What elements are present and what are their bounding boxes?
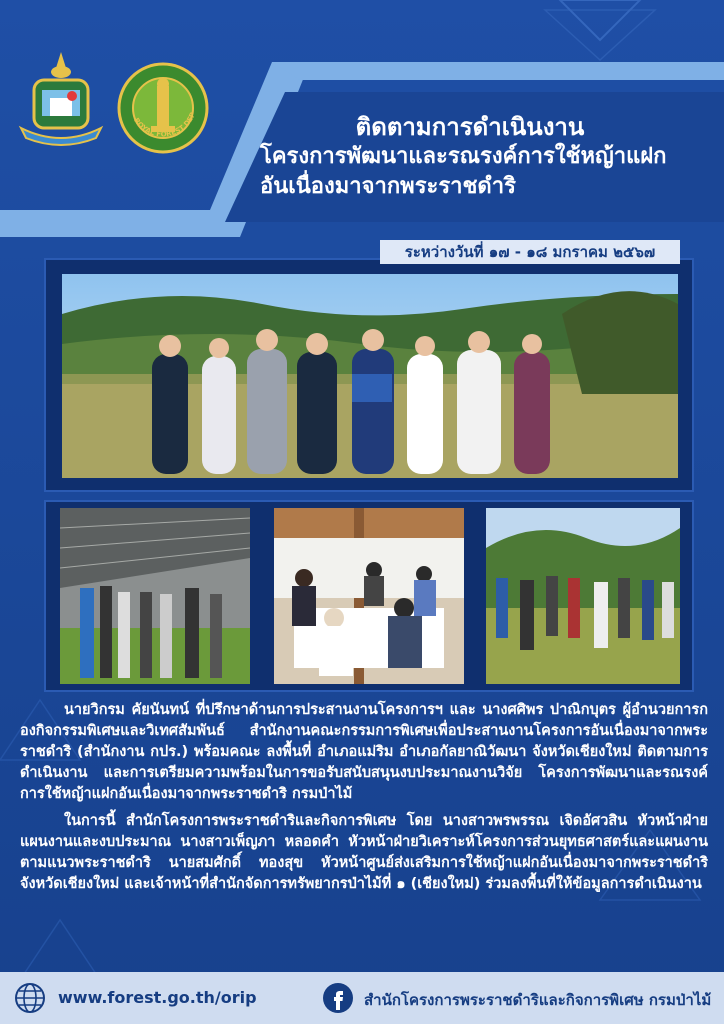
photo-field-group bbox=[486, 508, 680, 684]
paragraph-2: ในการนี้ สำนักโครงการพระราชดำริและกิจการพิเศษ โดย นางสาวพรพรรณ เจิดอัศวสิน หัวหน้าฝ่ายแผนงานและงบประมาณ นางสาวเพ็ญภา หลอดคำ หัวหน้าฝ่ายวิเคราะห์โครงการส่วนยุทธศาสตร์และแผนงานตามแนวพระราชดำริ นายสมศักดิ์ ทองสุข หัวหน้าศูนย์ส่งเสริมการใช้หญ้าแฝกอันเนื่องมาจากพระราชดำริ จังหวัดเชียงใหม่ และเจ้าหน้าที่สำนักจัดการทรัพยากรป่าไม้ที่ ๑ (เชียงใหม่) ร่วมลงพื้นที่ให้ข้อมูลการดำเนินงาน bbox=[20, 813, 708, 892]
rfd-logo-text: ROYAL FOREST DEP bbox=[132, 111, 197, 139]
footer-bar bbox=[0, 972, 724, 1024]
facebook-icon[interactable] bbox=[322, 982, 354, 1014]
website-link[interactable]: www.forest.go.th/orip bbox=[58, 988, 257, 1007]
date-label: ระหว่างวันที่ ๑๗ - ๑๘ มกราคม ๒๕๖๗ bbox=[380, 240, 680, 264]
title-line-1: ติดตามการดำเนินงาน bbox=[355, 113, 585, 141]
organization-name: สำนักโครงการพระราชดำริและกิจการพิเศษ กรมป่าไม้ bbox=[364, 991, 712, 1009]
globe-icon bbox=[14, 982, 46, 1014]
title-line-2: โครงการพัฒนาและรณรงค์การใช้หญ้าแฝก bbox=[260, 144, 667, 169]
photo-nursery-shade bbox=[60, 508, 250, 684]
thumbnail-photo-frame bbox=[44, 500, 694, 692]
page-title bbox=[230, 112, 710, 202]
article-body bbox=[20, 700, 708, 901]
paragraph-1: นายวิกรม คัยนันทน์ ที่ปรึกษาด้านการประสานงานโครงการฯ และ นางศศิพร ปาณิกบุตร ผู้อำนวยการกองกิจกรรมพิเศษและวิเทศสัมพันธ์ สำนักงานคณะกรรมการพิเศษเพื่อประสานงานโครงการอันเนื่องมาจากพระราชดำริ (สำนักงาน กปร.) พร้อมคณะ ลงพื้นที่ อำเภอแม่ริม อำเภอกัลยาณิวัฒนา จังหวัดเชียงใหม่ ติดตามการดำเนินงาน และการเตรียมความพร้อมในการขอรับสนับสนุนงบประมาณงานวิจัย โครงการพัฒนาและรณรงค์การใช้หญ้าแฝกอันเนื่องมาจากพระราชดำริ กรมป่าไม้ bbox=[20, 702, 708, 802]
group-photo-vetiver-field bbox=[62, 274, 678, 478]
title-line-3: อันเนื่องมาจากพระราชดำริ bbox=[260, 174, 516, 199]
main-photo-frame bbox=[44, 258, 694, 492]
photo-meeting-table bbox=[274, 508, 464, 684]
royal-forest-department-logo bbox=[117, 62, 209, 154]
opsd-emblem-logo bbox=[16, 50, 106, 150]
